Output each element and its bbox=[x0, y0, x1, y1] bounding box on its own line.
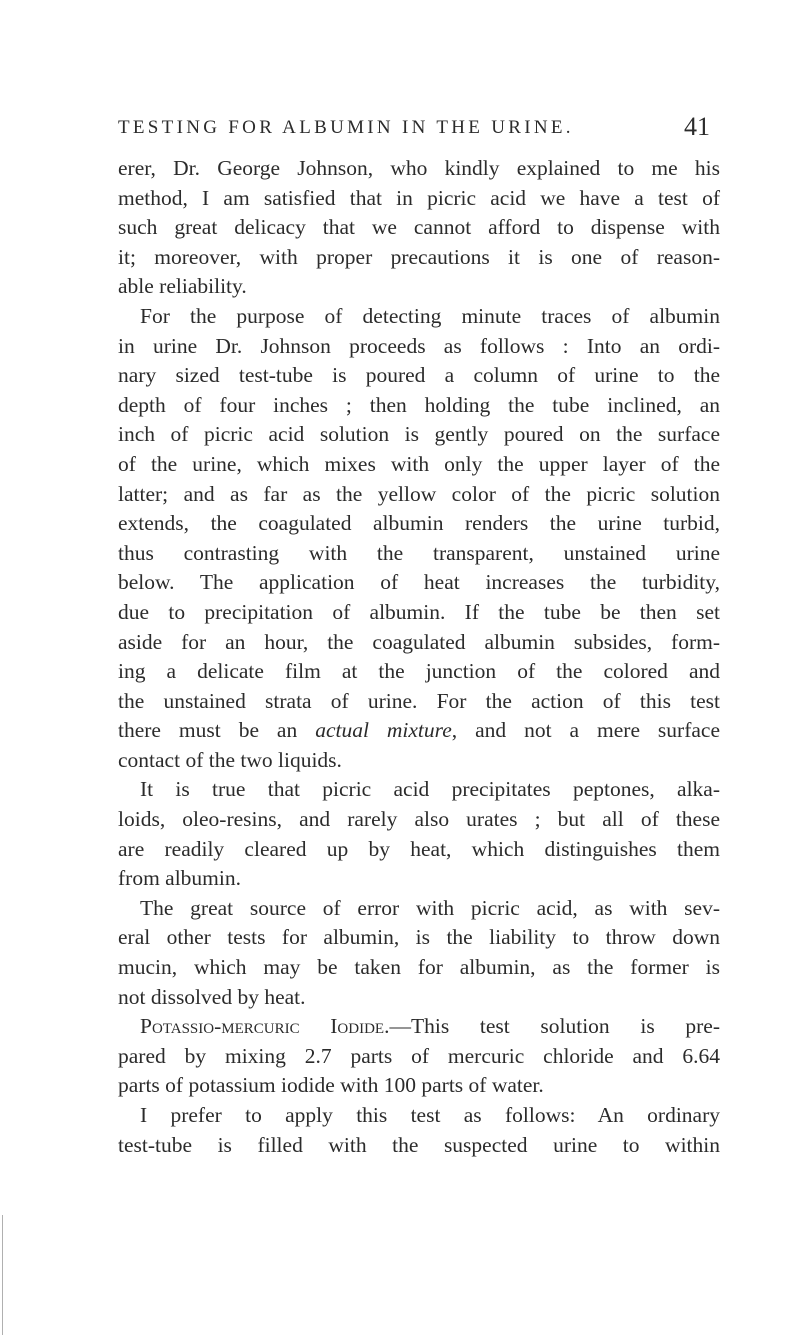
text-line: thus contrasting with the transparent, unstained urine bbox=[118, 540, 720, 565]
text-line: from albumin. bbox=[118, 866, 242, 891]
running-head bbox=[110, 114, 710, 144]
text-line: It is true that picric acid precipitates peptones, alka- bbox=[140, 777, 720, 802]
text-line: ing a delicate film at the junction of the colored and bbox=[118, 659, 720, 684]
text-line: are readily cleared up by heat, which distinguishes them bbox=[118, 836, 720, 861]
text-line: contact of the two liquids. bbox=[118, 747, 342, 772]
text-line: of the urine, which mixes with only the upper layer of the bbox=[118, 451, 720, 476]
text-line bbox=[118, 716, 720, 746]
running-title: TESTING FOR ALBUMIN IN THE URINE. bbox=[118, 117, 574, 138]
body-text bbox=[118, 154, 720, 1160]
text-line: depth of four inches ; then holding the tube inclined, an bbox=[118, 392, 720, 417]
text-segment: , and not a mere surface bbox=[451, 718, 720, 743]
text-line: inch of picric acid solution is gently poured on the surface bbox=[118, 422, 720, 447]
text-segment: there must be an bbox=[118, 718, 316, 743]
text-line: method, I am satisfied that in picric acid we have a test of bbox=[118, 185, 720, 210]
section-heading: Potassio-mercuric Iodide. bbox=[140, 1014, 390, 1039]
text-line: due to precipitation of albumin. If the tube be then set bbox=[118, 599, 720, 624]
text-line: below. The application of heat increases the turbidity, bbox=[118, 570, 720, 595]
text-line: latter; and as far as the yellow color of the picric solution bbox=[118, 481, 720, 506]
text-line: erer, Dr. George Johnson, who kindly explained to me his bbox=[118, 156, 720, 180]
text-line: it; moreover, with proper precautions it is one of reason- bbox=[118, 244, 720, 269]
text-line: nary sized test-tube is poured a column of urine to the bbox=[118, 363, 720, 388]
text-line: loids, oleo-resins, and rarely also urates ; but all of these bbox=[118, 807, 720, 832]
text-line: mucin, which may be taken for albumin, as the former is bbox=[118, 955, 720, 980]
text-line: test-tube is filled with the suspected urine to within bbox=[118, 1132, 720, 1157]
text-line: extends, the coagulated albumin renders the urine turbid, bbox=[118, 511, 720, 536]
text-line: able reliability. bbox=[118, 274, 247, 299]
page-number: 41 bbox=[684, 112, 710, 141]
text-line: I prefer to apply this test as follows: An ordinary bbox=[140, 1103, 720, 1127]
text-line: For the purpose of detecting minute traces of albumin bbox=[140, 303, 720, 328]
text-line: aside for an hour, the coagulated albumin subsides, form- bbox=[118, 629, 720, 654]
page-edge-line bbox=[2, 1215, 3, 1335]
text-line: such great delicacy that we cannot afford to dispense with bbox=[118, 215, 720, 240]
text-line: the unstained strata of urine. For the action of this test bbox=[118, 688, 720, 713]
italic-phrase: actual mixture bbox=[315, 718, 452, 743]
text-line: in urine Dr. Johnson proceeds as follows : Into an ordi- bbox=[118, 333, 720, 358]
text-line: The great source of error with picric acid, as with sev- bbox=[140, 895, 720, 920]
text-segment: —This test solution is pre- bbox=[389, 1014, 720, 1039]
text-line: parts of potassium iodide with 100 parts of water. bbox=[118, 1073, 544, 1098]
text-line: pared by mixing 2.7 parts of mercuric chloride and 6.64 bbox=[118, 1043, 720, 1068]
text-line bbox=[118, 1012, 720, 1042]
text-line: not dissolved by heat. bbox=[118, 984, 306, 1009]
text-line: eral other tests for albumin, is the liability to throw down bbox=[118, 925, 720, 950]
